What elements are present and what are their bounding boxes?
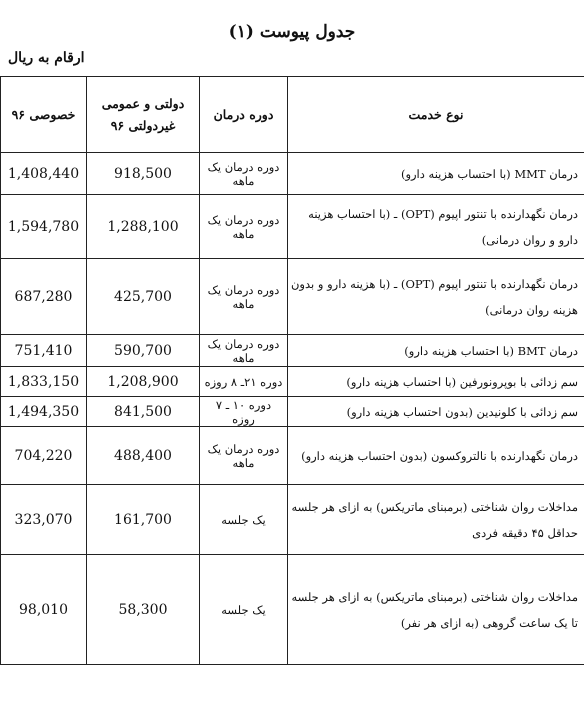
- cell-public: 1,288,100: [87, 195, 200, 259]
- cell-private: 1,594,780: [1, 195, 87, 259]
- cell-period: دوره درمان یک ماهه: [200, 195, 288, 259]
- cell-public: 590,700: [87, 335, 200, 367]
- table-row: [1, 367, 584, 397]
- column-header-period: دوره درمان: [200, 77, 288, 153]
- table-row: [1, 485, 584, 555]
- cell-public: 488,400: [87, 427, 200, 485]
- cell-service: درمان نگهدارنده با تنتور اپیوم (OPT) ـ (با احتساب هزینه دارو و روان درمانی): [288, 195, 584, 259]
- cell-private: 704,220: [1, 427, 87, 485]
- cell-public: 1,208,900: [87, 367, 200, 397]
- cell-service: مداخلات روان شناختی (برمبنای ماتریکس) به ازای هر جلسه حداقل ۴۵ دقیقه فردی: [288, 485, 584, 555]
- cell-service: درمان BMT (با احتساب هزینه دارو): [288, 335, 584, 367]
- cell-private: 98,010: [1, 555, 87, 665]
- cell-period: دوره درمان یک ماهه: [200, 427, 288, 485]
- page-title: جدول پیوست (۱): [228, 22, 356, 42]
- cell-public: 58,300: [87, 555, 200, 665]
- cell-public: 425,700: [87, 259, 200, 335]
- table-row: [1, 335, 584, 367]
- cell-period: دوره درمان یک ماهه: [200, 259, 288, 335]
- cell-period: یک جلسه: [200, 555, 288, 665]
- cell-public: 841,500: [87, 397, 200, 427]
- table-row: [1, 153, 584, 195]
- cell-period: دوره درمان یک ماهه: [200, 335, 288, 367]
- unit-note: ارقام به ریال: [8, 50, 85, 66]
- cell-private: 1,494,350: [1, 397, 87, 427]
- cell-private: 1,833,150: [1, 367, 87, 397]
- table-row: [1, 427, 584, 485]
- cell-public: 918,500: [87, 153, 200, 195]
- cell-service: سم زدائی با کلونیدین (بدون احتساب هزینه دارو): [288, 397, 584, 427]
- column-header-private: خصوصی ۹۶: [1, 77, 87, 153]
- cell-service: درمان نگهدارنده با نالتروکسون (بدون احتساب هزینه دارو): [288, 427, 584, 485]
- column-header-service: نوع خدمت: [288, 77, 584, 153]
- table-header-row: [1, 77, 584, 153]
- table-row: [1, 195, 584, 259]
- cell-private: 323,070: [1, 485, 87, 555]
- table-row: [1, 259, 584, 335]
- cell-public: 161,700: [87, 485, 200, 555]
- cell-service: درمان MMT (با احتساب هزینه دارو): [288, 153, 584, 195]
- tariff-table: [0, 76, 584, 665]
- cell-period: دوره درمان یک ماهه: [200, 153, 288, 195]
- cell-service: درمان نگهدارنده با تنتور اپیوم (OPT) ـ (با هزینه دارو و بدون هزینه روان درمانی): [288, 259, 584, 335]
- column-header-public: دولتی و عمومی غیردولتی ۹۶: [87, 77, 200, 153]
- cell-service: مداخلات روان شناختی (برمبنای ماتریکس) به ازای هر جلسه تا یک ساعت گروهی (به ازای هر نفر): [288, 555, 584, 665]
- cell-period: دوره ۱۰ ـ ۷ روزه: [200, 397, 288, 427]
- cell-service: سم زدائی با بوپرونورفین (با احتساب هزینه دارو): [288, 367, 584, 397]
- cell-period: دوره ۲۱ـ ۸ روزه: [200, 367, 288, 397]
- cell-period: یک جلسه: [200, 485, 288, 555]
- cell-private: 1,408,440: [1, 153, 87, 195]
- table-row: [1, 397, 584, 427]
- cell-private: 687,280: [1, 259, 87, 335]
- cell-private: 751,410: [1, 335, 87, 367]
- table-row: [1, 555, 584, 665]
